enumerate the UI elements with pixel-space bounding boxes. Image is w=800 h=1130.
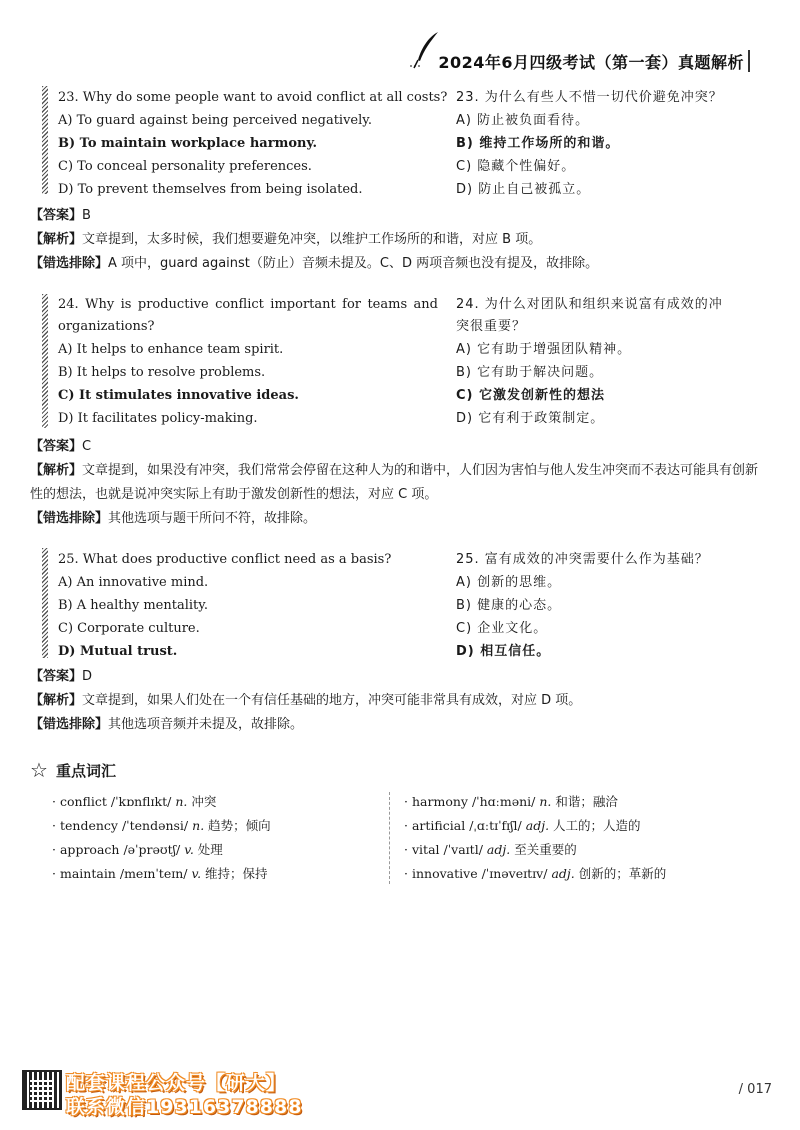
option-a-cn: A) 创新的思维。	[456, 575, 562, 590]
question-cn	[456, 294, 736, 430]
page-number: / 017	[738, 1082, 772, 1097]
answer-line: 【答案】B	[30, 208, 91, 223]
answer-line: 【答案】D	[30, 669, 93, 684]
option-c-cn: C) 企业文化。	[456, 621, 548, 636]
option-b-cn: B) 健康的心态。	[456, 598, 562, 613]
question-bracket	[42, 548, 48, 658]
vocab-left	[52, 790, 271, 886]
answer-value: B	[82, 208, 91, 223]
option-d-cn-correct: D) 相互信任。	[456, 644, 551, 659]
option-b-cn: B) 它有助于解决问题。	[456, 365, 604, 380]
option-c-cn-correct: C) 它激发创新性的想法	[456, 388, 606, 403]
question-text-cn: 25. 富有成效的冲突需要什么作为基础？	[456, 552, 709, 567]
question-bracket	[42, 86, 48, 194]
option-a-cn: A) 防止被负面看待。	[456, 113, 590, 128]
option-b-cn-correct: B) 维持工作场所的和谐。	[456, 136, 620, 151]
question-en	[58, 86, 448, 201]
star-icon: ☆	[30, 758, 48, 782]
promo-line-1: 配套课程公众号【研大】	[66, 1072, 287, 1094]
option-d-cn: D) 它有利于政策制定。	[456, 411, 605, 426]
vocab-item: · innovative /ˈɪnəveɪtɪv/ adj. 创新的；革新的	[404, 866, 667, 881]
vocab-item: · vital /ˈvaɪtl/ adj. 至关重要的	[404, 842, 577, 857]
option-c: C) Corporate culture.	[58, 621, 200, 636]
analysis-line: 【解析】文章提到，太多时候，我们想要避免冲突，以维护工作场所的和谐，对应 B 项。	[30, 232, 542, 247]
question-cn	[456, 548, 756, 663]
vocab-item: · tendency /ˈtendənsi/ n. 趋势；倾向	[52, 818, 271, 833]
vocab-item: · conflict /ˈkɒnflɪkt/ n. 冲突	[52, 794, 217, 809]
question-text-cn: 23. 为什么有些人不惜一切代价避免冲突？	[456, 90, 723, 105]
option-c-cn: C) 隐藏个性偏好。	[456, 159, 576, 174]
promo-line-2: 联系微信19316378888	[66, 1096, 303, 1118]
exclude-line: 【错选排除】其他选项音频并未提及，故排除。	[30, 717, 304, 732]
option-d: D) To prevent themselves from being isolated.	[58, 182, 363, 197]
option-a: A) An innovative mind.	[58, 575, 209, 590]
option-d-correct: D) Mutual trust.	[58, 644, 178, 659]
vocab-item: · harmony /ˈhɑːməni/ n. 和谐；融洽	[404, 794, 618, 809]
question-block-23	[42, 86, 762, 198]
option-a: A) It helps to enhance team spirit.	[58, 342, 284, 357]
vocab-item: · artificial /ˌɑːtɪˈfɪʃl/ adj. 人工的；人造的	[404, 818, 641, 833]
question-text: 25. What does productive conflict need as a basis?	[58, 552, 392, 567]
vocab-right	[404, 790, 666, 886]
question-bracket	[42, 294, 48, 428]
option-a: A) To guard against being perceived negatively.	[58, 113, 373, 128]
vocab-title: ☆ 重点词汇	[30, 758, 116, 782]
vocab-divider	[389, 792, 390, 884]
question-text-cn: 24. 为什么对团队和组织来说富有成效的冲突很重要？	[456, 297, 723, 334]
option-b-correct: B) To maintain workplace harmony.	[58, 136, 318, 151]
answer-value: D	[82, 669, 93, 684]
page-header	[400, 28, 780, 78]
question-text: 23. Why do some people want to avoid conflict at all costs?	[58, 90, 448, 105]
question-text: 24. Why is productive conflict important for teams and organizations?	[58, 297, 438, 334]
option-b: B) It helps to resolve problems.	[58, 365, 266, 380]
question-en	[58, 294, 438, 430]
vocab-item: · maintain /meɪnˈteɪn/ v. 维持；保持	[52, 866, 268, 881]
header-title: 2024年6月四级考试（第一套）真题解析	[438, 53, 744, 72]
answer-value: C	[82, 439, 92, 454]
explanation-25	[30, 665, 770, 737]
option-d-cn: D) 防止自己被孤立。	[456, 182, 591, 197]
vocab-item: · approach /əˈprəʊtʃ/ v. 处理	[52, 842, 223, 857]
question-cn	[456, 86, 756, 201]
exclude-line: 【错选排除】其他选项与题干所问不符，故排除。	[30, 511, 317, 526]
question-en	[58, 548, 438, 663]
explanation-23	[30, 204, 770, 276]
option-b: B) A healthy mentality.	[58, 598, 208, 613]
option-a-cn: A) 它有助于增强团队精神。	[456, 342, 632, 357]
question-block-25	[42, 548, 762, 662]
answer-line: 【答案】C	[30, 439, 92, 454]
option-c: C) To conceal personality preferences.	[58, 159, 312, 174]
analysis-line: 【解析】文章提到，如果没有冲突，我们常常会停留在这种人为的和谐中，人们因为害怕与他人发生冲突而不表达可能具有创新性的想法，也就是说冲突实际上有助于激发创新性的想法，对应 C 项。	[30, 463, 759, 502]
option-c-correct: C) It stimulates innovative ideas.	[58, 388, 299, 403]
option-d: D) It facilitates policy-making.	[58, 411, 258, 426]
analysis-line: 【解析】文章提到，如果人们处在一个有信任基础的地方，冲突可能非常具有成效，对应 D 项。	[30, 693, 582, 708]
explanation-24	[30, 435, 770, 531]
exclude-line: 【错选排除】A 项中，guard against（防止）音频未提及。C、D 两项音频也没有提及，故排除。	[30, 256, 599, 271]
question-block-24	[42, 294, 762, 434]
qr-code	[22, 1070, 62, 1110]
header-divider	[748, 50, 750, 72]
